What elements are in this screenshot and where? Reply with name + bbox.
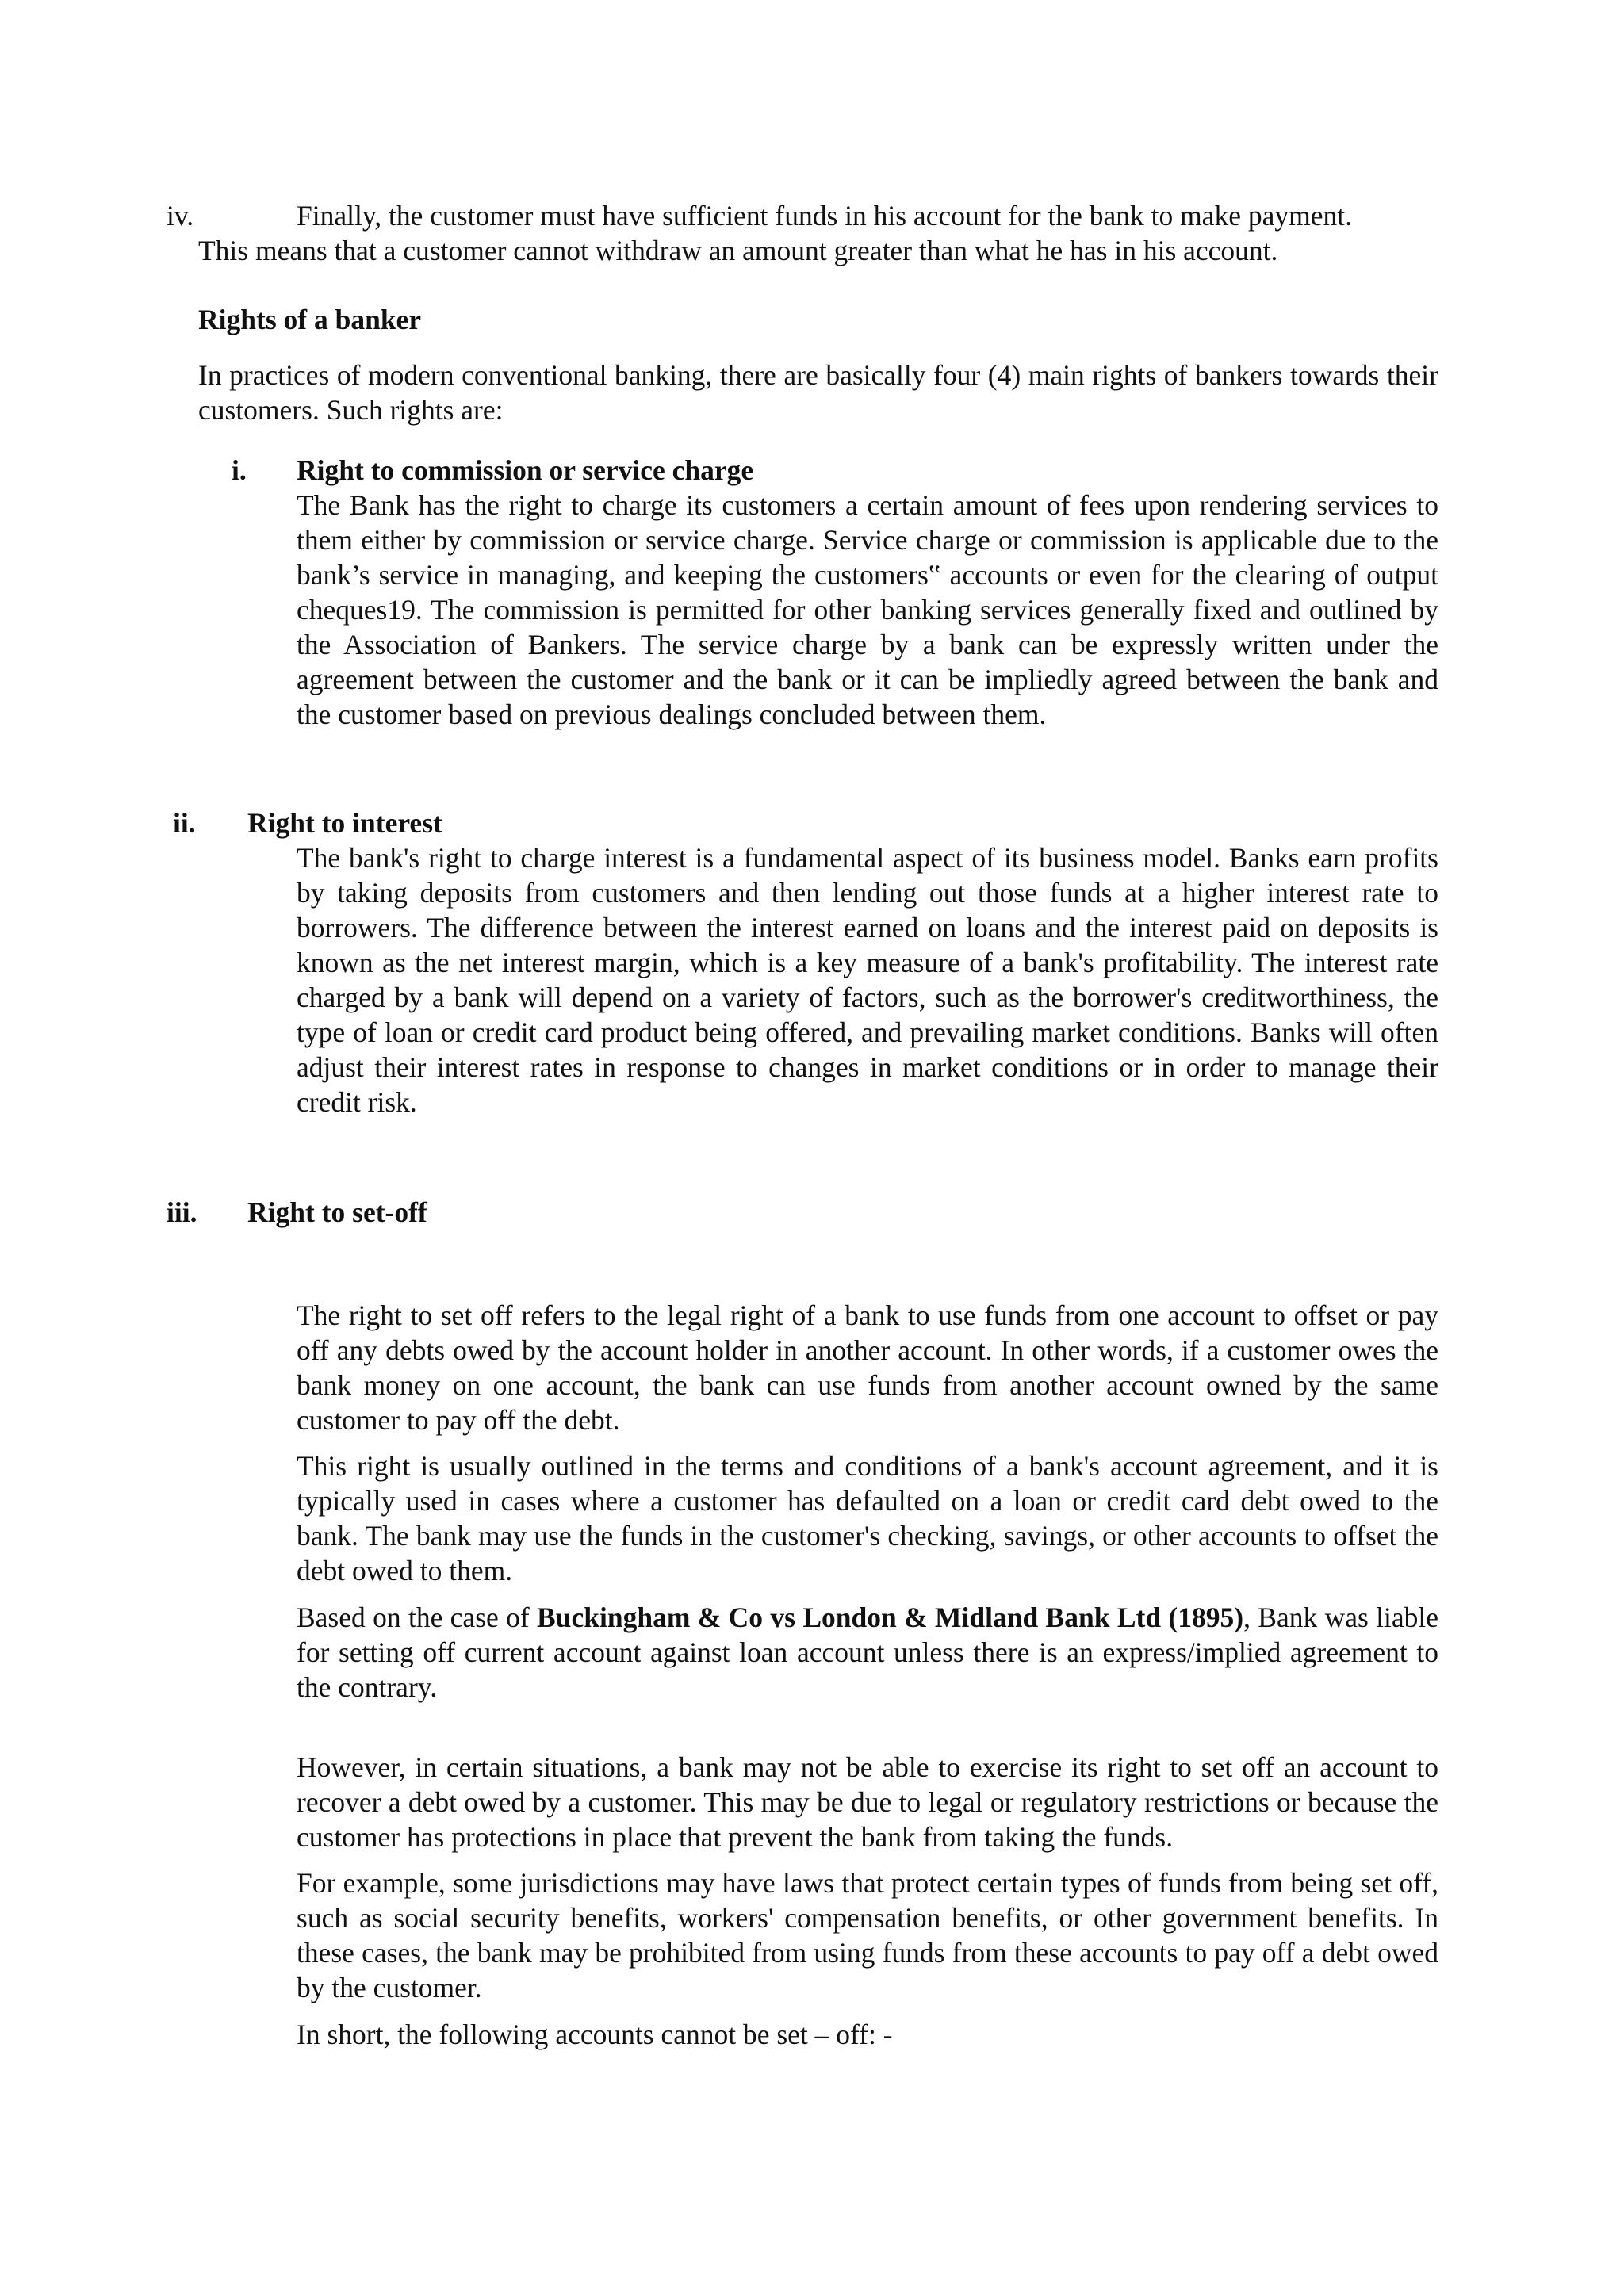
list-numeral-i: i. xyxy=(232,454,247,486)
case-holding-text: , Bank was liable for setting off current account against loan account unless there is an express/implied agreement to the contrary. xyxy=(297,1601,1438,1703)
list-numeral-iii: iii. xyxy=(167,1196,197,1228)
item-iv-line-2: This means that a customer cannot withdraw an amount greater than what he has in his account. xyxy=(198,235,1278,266)
section-heading-rights-of-banker: Rights of a banker xyxy=(198,304,422,335)
set-off-paragraph-3 xyxy=(297,1600,1438,1705)
case-intro-text: Based on the case of xyxy=(297,1601,538,1633)
set-off-paragraph-6: In short, the following accounts cannot be set – off: - xyxy=(297,2019,893,2050)
list-numeral-iv: iv. xyxy=(167,200,194,232)
set-off-paragraph-4: However, in certain situations, a bank may not be able to exercise its right to set off an account to recover a debt owed by a customer. This may be due to legal or regulatory restrictions or because the customer has protections in place that prevent the bank from taking the funds. xyxy=(297,1751,1438,1853)
right-ii-title: Right to interest xyxy=(247,807,442,839)
right-iii-title: Right to set-off xyxy=(247,1196,427,1228)
rights-intro-paragraph: In practices of modern conventional banking, there are basically four (4) main rights of bankers towards their customers. Such rights are: xyxy=(198,359,1438,426)
set-off-paragraph-5: For example, some jurisdictions may have laws that protect certain types of funds from being set off, such as social security benefits, workers' compensation benefits, or other government benefits. In these cases, the bank may be prohibited from using funds from these accounts to pay off a debt owed by the customer. xyxy=(297,1867,1438,2003)
item-iv-line-1: Finally, the customer must have sufficient funds in his account for the bank to make payment. xyxy=(297,200,1352,232)
right-ii-body: The bank's right to charge interest is a fundamental aspect of its business model. Banks earn profits by taking deposits from customers and then lending out those funds at a higher interest rate to borrowers. The difference between the interest earned on loans and the interest paid on deposits is known as the net interest margin, which is a key measure of a bank's profitability. The interest rate charged by a bank will depend on a variety of factors, such as the borrower's creditworthiness, the type of loan or credit card product being offered, and prevailing market conditions. Banks will often adjust their interest rates in response to changes in market conditions or in order to manage their credit risk. xyxy=(297,842,1438,1118)
case-citation: Buckingham & Co vs London & Midland Bank Ltd (1895) xyxy=(537,1601,1244,1633)
set-off-paragraph-2: This right is usually outlined in the terms and conditions of a bank's account agreement, and it is typically used in cases where a customer has defaulted on a loan or credit card debt owed to the bank. The bank may use the funds in the customer's checking, savings, or other accounts to offset the debt owed to them. xyxy=(297,1450,1438,1586)
set-off-paragraph-1: The right to set off refers to the legal right of a bank to use funds from one account to offset or pay off any debts owed by the account holder in another account. In other words, if a customer owes the bank money on one account, the bank can use funds from another account owned by the same customer to pay off the debt. xyxy=(297,1299,1438,1436)
list-numeral-ii: ii. xyxy=(173,807,196,839)
right-i-body: The Bank has the right to charge its customers a certain amount of fees upon rendering services to them either by commission or service charge. Service charge or commission is applicable due to the bank’s service in managing, and keeping the customers‟ accounts or even for the clearing of output cheques19. The commission is permitted for other banking services generally fixed and outlined by the Association of Bankers. The service charge by a bank can be expressly written under the agreement between the customer and the bank or it can be impliedly agreed between the bank and the customer based on previous dealings concluded between them. xyxy=(297,489,1438,730)
right-i-title: Right to commission or service charge xyxy=(297,454,754,486)
